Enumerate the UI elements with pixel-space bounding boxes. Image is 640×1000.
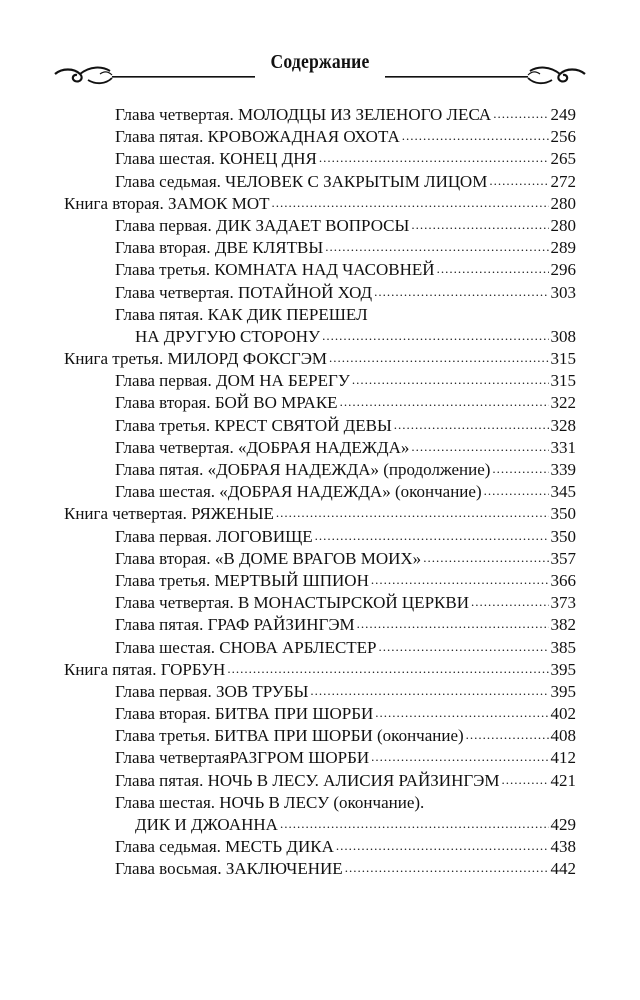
toc-entry[interactable] [64,237,576,259]
toc-entry-page: 265 [550,149,576,169]
toc-entry-title: Глава четвертая. В МОНАСТЫРСКОЙ ЦЕРКВИ [115,593,469,613]
toc-entry[interactable] [64,415,576,437]
toc-entry-title: Глава пятая. КРОВОЖАДНАЯ ОХОТА [115,127,400,147]
toc-entry-title: НА ДРУГУЮ СТОРОНУ [135,326,321,346]
toc-entry-page: 296 [550,260,576,280]
toc-entry-page: 350 [550,504,576,524]
toc-entry[interactable] [64,703,576,725]
toc-entry-page: 429 [550,815,576,834]
toc-entry-page: 339 [550,460,576,479]
toc-entry-title: Глава восьмая. ЗАКЛЮЧЕНИЕ [115,859,343,879]
toc-entry-page: 357 [550,548,576,568]
toc-entry-page: 289 [550,238,576,258]
toc-entry[interactable] [64,481,576,503]
dot-leader [322,326,548,342]
toc-entry[interactable] [64,148,576,170]
dot-leader [345,858,549,874]
dot-leader [423,548,548,564]
toc-entry[interactable] [64,836,576,858]
toc-entry-title: Глава третья. КОМНАТА НАД ЧАСОВНЕЙ [115,260,435,280]
dot-leader [315,526,549,542]
dot-leader [272,193,549,209]
toc-entry-page: 272 [550,171,576,191]
toc-entry-page: 350 [550,526,576,546]
toc-entry[interactable] [64,193,576,215]
toc-entry[interactable] [64,104,576,126]
toc-entry[interactable] [64,503,576,525]
toc-entry[interactable] [64,725,576,747]
toc-entry-page: 303 [550,282,576,302]
toc-entry[interactable] [64,326,576,348]
toc-entry-title: Глава пятая. КАК ДИК ПЕРЕШЕЛ [115,304,368,324]
toc-entry-title: Глава первая. ДОМ НА БЕРЕГУ [115,371,350,391]
toc-entry[interactable] [64,526,576,548]
toc-entry-title: Глава шестая. «ДОБРАЯ НАДЕЖДА» (окончание) [115,482,482,502]
toc-entry-page: 395 [550,681,576,701]
dot-leader [502,770,549,786]
toc-entry-page: 402 [550,704,576,724]
toc-entry[interactable] [64,392,576,414]
toc-entry-title: Глава седьмая. ЧЕЛОВЕК С ЗАКРЫТЫМ ЛИЦОМ [115,171,488,191]
toc-entry-title: Глава пятая. ГРАФ РАЙЗИНГЭМ [115,615,355,635]
toc-entry-title: Глава четвертаяРАЗГРОМ ШОРБИ [115,748,370,768]
dot-leader [329,348,548,364]
dot-leader [371,570,549,586]
dot-leader [357,614,549,630]
toc-entry-page: 315 [550,371,576,391]
toc-entry[interactable] [64,858,576,880]
toc-entry[interactable] [64,304,576,326]
toc-entry[interactable] [64,282,576,304]
toc-entry[interactable] [64,637,576,659]
toc-entry-page: 382 [550,615,576,635]
toc-entry-title: Книга вторая. ЗАМОК МОТ [64,193,270,213]
dot-leader [402,126,549,142]
toc-entry[interactable] [64,814,576,836]
toc-entry-title: Глава первая. ЛОГОВИЩЕ [115,526,313,546]
dot-leader [489,171,548,187]
toc-entry-title: Глава четвертая. МОЛОДЦЫ ИЗ ЗЕЛЕНОГО ЛЕСА [115,105,492,124]
dot-leader [437,259,549,275]
toc-entry-page: 280 [550,193,576,213]
toc-entry[interactable] [64,370,576,392]
dot-leader [379,637,549,653]
toc-entry-page: 395 [550,659,576,679]
dot-leader [484,481,549,497]
toc-entry-title: Глава шестая. КОНЕЦ ДНЯ [115,149,317,169]
dot-leader [227,659,548,675]
dot-leader [394,415,549,431]
toc-entry-page: 421 [550,770,576,790]
toc-entry-title: Глава вторая. «В ДОМЕ ВРАГОВ МОИХ» [115,548,422,568]
toc-entry-title: Глава вторая. ДВЕ КЛЯТВЫ [115,238,324,258]
toc-entry-title: Глава третья. КРЕСТ СВЯТОЙ ДЕВЫ [115,415,392,435]
toc-entry[interactable] [64,259,576,281]
dot-leader [336,836,549,852]
toc-entry[interactable] [64,592,576,614]
toc-entry[interactable] [64,747,576,769]
toc-entry-page: 308 [550,326,576,346]
dot-leader [374,282,548,298]
toc-entry[interactable] [64,348,576,370]
toc-entry[interactable] [64,659,576,681]
toc-entry[interactable] [64,792,576,814]
toc-entry-title: Глава первая. ДИК ЗАДАЕТ ВОПРОСЫ [115,215,410,235]
dot-leader [319,148,549,164]
toc-entry[interactable] [64,570,576,592]
toc-entry-page: 442 [550,859,576,879]
toc-entry-title: Книга третья. МИЛОРД ФОКСГЭМ [64,349,328,369]
dot-leader [276,503,549,519]
toc-entry-page: 408 [550,726,576,746]
toc-entry-page: 412 [550,748,576,768]
toc-entry-title: Глава пятая. НОЧЬ В ЛЕСУ. АЛИСИЯ РАЙЗИНГЭМ [115,770,500,790]
table-of-contents [64,104,576,881]
toc-entry[interactable] [64,437,576,459]
dot-leader [352,370,549,386]
page-header [0,38,640,98]
toc-entry[interactable] [64,614,576,636]
toc-entry-title: Глава третья. БИТВА ПРИ ШОРБИ (окончание) [115,726,464,746]
toc-entry-page: 249 [550,105,576,124]
dot-leader [471,592,549,608]
toc-entry-title: Глава четвертая. ПОТАЙНОЙ ХОД [115,282,373,302]
toc-entry[interactable] [64,171,576,193]
dot-leader [371,747,548,763]
toc-entry-page: 256 [550,127,576,147]
dot-leader [411,215,548,231]
dot-leader [411,437,548,453]
toc-entry-page: 315 [550,349,576,369]
toc-entry-page: 385 [550,637,576,657]
page-title: Содержание [270,51,370,73]
toc-entry-title: ДИК И ДЖОАННА [135,815,278,834]
toc-entry[interactable] [64,459,576,481]
dot-leader [466,725,549,741]
toc-entry-page: 373 [550,593,576,613]
toc-entry-title: Глава третья. МЕРТВЫЙ ШПИОН [115,570,369,590]
toc-entry-page: 345 [550,482,576,502]
toc-entry-title: Глава вторая. БОЙ ВО МРАКЕ [115,393,338,413]
dot-leader [325,237,548,253]
toc-entry-title: Глава шестая. НОЧЬ В ЛЕСУ (окончание). [115,792,425,812]
dot-leader [280,814,549,830]
toc-entry-page: 328 [550,415,576,435]
toc-entry[interactable] [64,126,576,148]
toc-entry-title: Глава вторая. БИТВА ПРИ ШОРБИ [115,704,374,724]
dot-leader [340,392,549,408]
toc-entry-title: Глава первая. ЗОВ ТРУБЫ [115,681,309,701]
dot-leader [492,459,548,475]
dot-leader [310,681,548,697]
toc-entry-page: 322 [550,393,576,413]
toc-entry[interactable] [64,770,576,792]
toc-entry-page: 331 [550,437,576,457]
toc-entry-title: Глава четвертая. «ДОБРАЯ НАДЕЖДА» [115,437,410,457]
toc-entry-page: 438 [550,837,576,857]
toc-entry-title: Книга пятая. ГОРБУН [64,659,226,679]
toc-entry-title: Глава шестая. СНОВА АРБЛЕСТЕР [115,637,377,657]
dot-leader [375,703,548,719]
toc-entry-title: Книга четвертая. РЯЖЕНЫЕ [64,504,274,524]
toc-entry[interactable] [64,548,576,570]
toc-entry[interactable] [64,681,576,703]
toc-entry-page: 366 [550,570,576,590]
toc-entry-page: 280 [550,215,576,235]
toc-entry[interactable] [64,215,576,237]
toc-entry-title: Глава пятая. «ДОБРАЯ НАДЕЖДА» (продолжение) [115,460,491,479]
dot-leader [493,104,548,120]
toc-entry-title: Глава седьмая. МЕСТЬ ДИКА [115,837,334,857]
